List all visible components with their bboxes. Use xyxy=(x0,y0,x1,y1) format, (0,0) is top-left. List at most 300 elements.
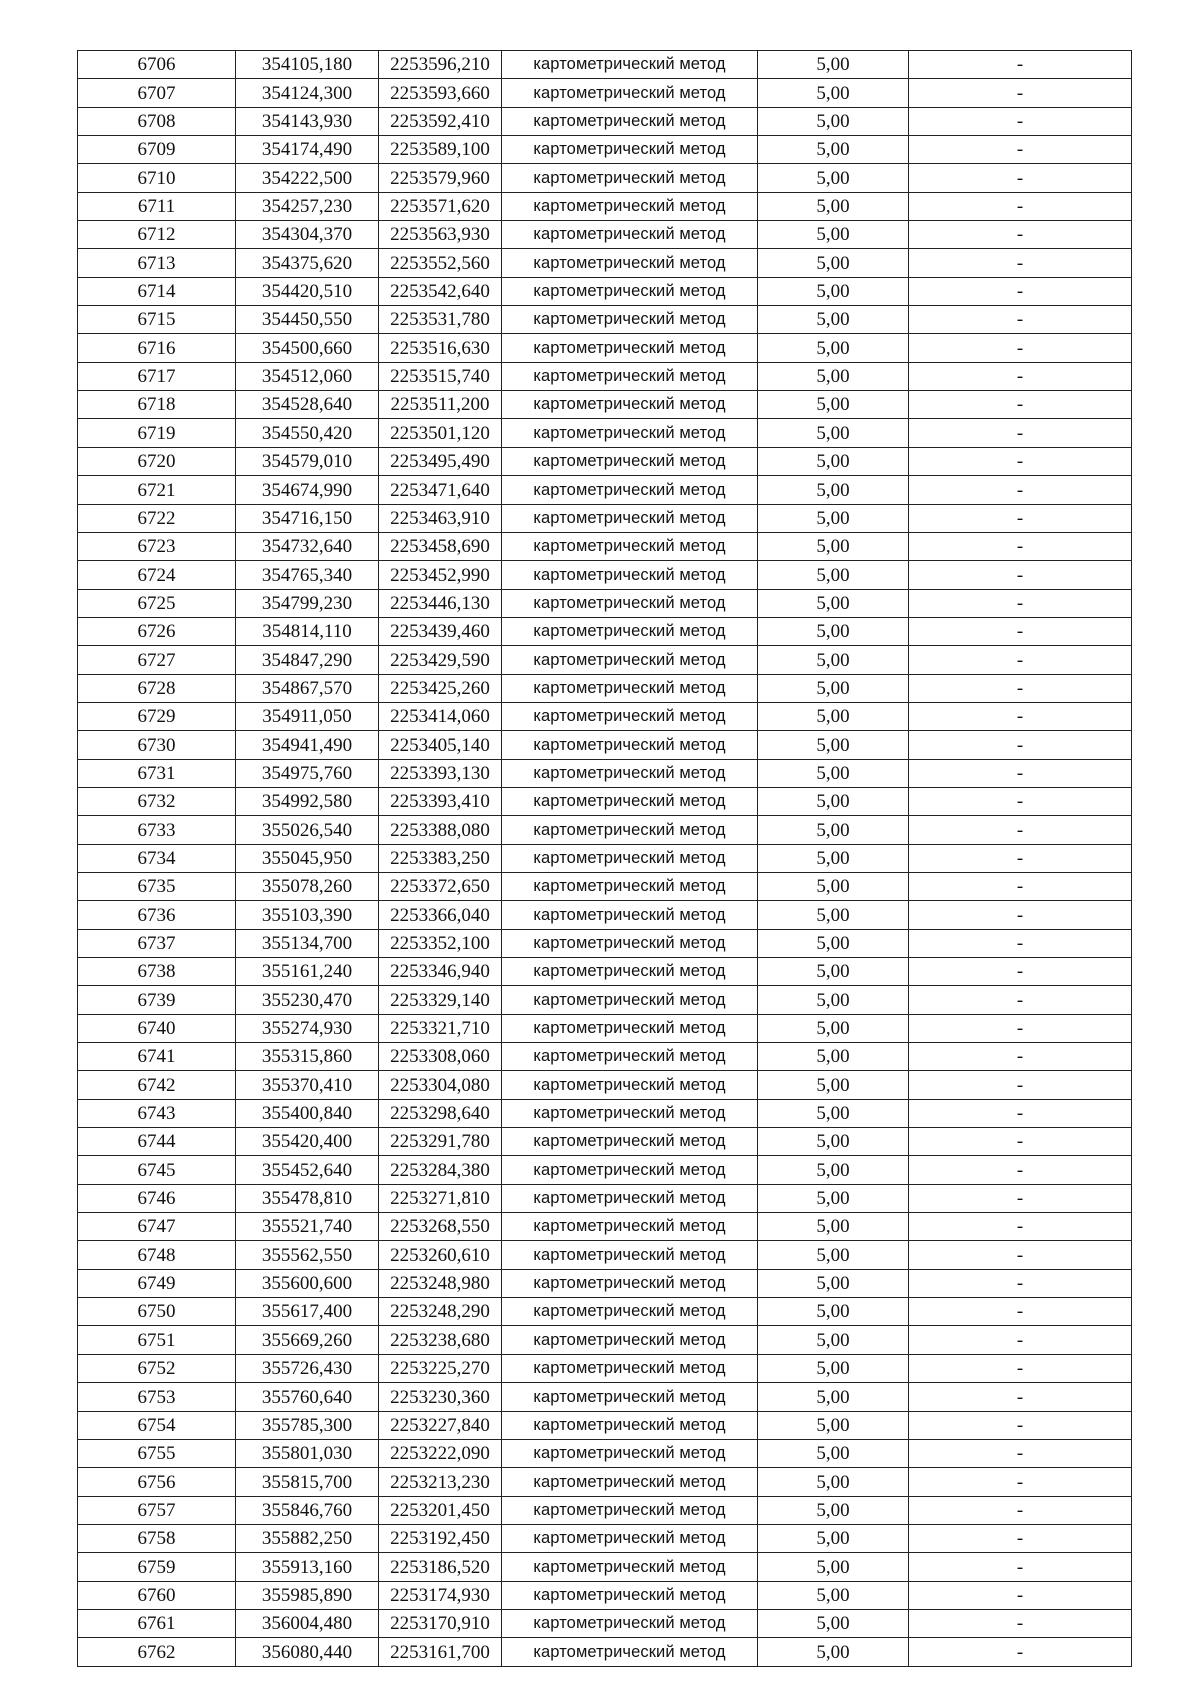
x-coordinate-cell: 354450,550 xyxy=(236,306,379,334)
table-row xyxy=(78,702,1132,730)
accuracy-cell: 5,00 xyxy=(758,504,909,532)
y-coordinate-cell: 2253388,080 xyxy=(379,816,502,844)
method-cell: картометрический метод xyxy=(502,1609,758,1637)
accuracy-cell: 5,00 xyxy=(758,1014,909,1042)
table-row xyxy=(78,277,1132,305)
table-row xyxy=(78,1411,1132,1439)
x-coordinate-cell: 354550,420 xyxy=(236,419,379,447)
table-row xyxy=(78,164,1132,192)
accuracy-cell: 5,00 xyxy=(758,1439,909,1467)
y-coordinate-cell: 2253352,100 xyxy=(379,929,502,957)
method-cell: картометрический метод xyxy=(502,929,758,957)
table-row xyxy=(78,249,1132,277)
accuracy-cell: 5,00 xyxy=(758,958,909,986)
coordinates-table xyxy=(77,50,1132,1667)
method-cell: картометрический метод xyxy=(502,702,758,730)
point-number-cell: 6747 xyxy=(78,1213,236,1241)
y-coordinate-cell: 2253495,490 xyxy=(379,447,502,475)
method-cell: картометрический метод xyxy=(502,1581,758,1609)
table-row xyxy=(78,1128,1132,1156)
table-row xyxy=(78,476,1132,504)
accuracy-cell: 5,00 xyxy=(758,306,909,334)
y-coordinate-cell: 2253458,690 xyxy=(379,532,502,560)
note-cell: - xyxy=(909,674,1132,702)
table-row xyxy=(78,334,1132,362)
accuracy-cell: 5,00 xyxy=(758,589,909,617)
x-coordinate-cell: 354911,050 xyxy=(236,702,379,730)
x-coordinate-cell: 354143,930 xyxy=(236,107,379,135)
note-cell: - xyxy=(909,1213,1132,1241)
table-row xyxy=(78,787,1132,815)
note-cell: - xyxy=(909,192,1132,220)
y-coordinate-cell: 2253227,840 xyxy=(379,1411,502,1439)
note-cell: - xyxy=(909,221,1132,249)
y-coordinate-cell: 2253463,910 xyxy=(379,504,502,532)
y-coordinate-cell: 2253439,460 xyxy=(379,617,502,645)
method-cell: картометрический метод xyxy=(502,901,758,929)
y-coordinate-cell: 2253393,410 xyxy=(379,787,502,815)
method-cell: картометрический метод xyxy=(502,1269,758,1297)
note-cell: - xyxy=(909,617,1132,645)
table-row xyxy=(78,1014,1132,1042)
point-number-cell: 6762 xyxy=(78,1638,236,1666)
note-cell: - xyxy=(909,759,1132,787)
y-coordinate-cell: 2253329,140 xyxy=(379,986,502,1014)
x-coordinate-cell: 355274,930 xyxy=(236,1014,379,1042)
x-coordinate-cell: 355478,810 xyxy=(236,1184,379,1212)
note-cell: - xyxy=(909,1014,1132,1042)
accuracy-cell: 5,00 xyxy=(758,1184,909,1212)
y-coordinate-cell: 2253592,410 xyxy=(379,107,502,135)
note-cell: - xyxy=(909,561,1132,589)
accuracy-cell: 5,00 xyxy=(758,164,909,192)
y-coordinate-cell: 2253515,740 xyxy=(379,362,502,390)
note-cell: - xyxy=(909,872,1132,900)
note-cell: - xyxy=(909,391,1132,419)
note-cell: - xyxy=(909,646,1132,674)
y-coordinate-cell: 2253248,980 xyxy=(379,1269,502,1297)
method-cell: картометрический метод xyxy=(502,1411,758,1439)
note-cell: - xyxy=(909,1071,1132,1099)
method-cell: картометрический метод xyxy=(502,1496,758,1524)
note-cell: - xyxy=(909,1581,1132,1609)
note-cell: - xyxy=(909,1241,1132,1269)
y-coordinate-cell: 2253366,040 xyxy=(379,901,502,929)
point-number-cell: 6736 xyxy=(78,901,236,929)
method-cell: картометрический метод xyxy=(502,958,758,986)
table-row xyxy=(78,1553,1132,1581)
y-coordinate-cell: 2253563,930 xyxy=(379,221,502,249)
table-row xyxy=(78,617,1132,645)
x-coordinate-cell: 355726,430 xyxy=(236,1354,379,1382)
method-cell: картометрический метод xyxy=(502,1156,758,1184)
method-cell: картометрический метод xyxy=(502,1213,758,1241)
point-number-cell: 6743 xyxy=(78,1099,236,1127)
accuracy-cell: 5,00 xyxy=(758,986,909,1014)
table-row xyxy=(78,1383,1132,1411)
accuracy-cell: 5,00 xyxy=(758,362,909,390)
x-coordinate-cell: 354674,990 xyxy=(236,476,379,504)
point-number-cell: 6712 xyxy=(78,221,236,249)
y-coordinate-cell: 2253531,780 xyxy=(379,306,502,334)
table-row xyxy=(78,759,1132,787)
table-row xyxy=(78,1609,1132,1637)
note-cell: - xyxy=(909,731,1132,759)
accuracy-cell: 5,00 xyxy=(758,1269,909,1297)
table-row xyxy=(78,731,1132,759)
x-coordinate-cell: 354941,490 xyxy=(236,731,379,759)
table-row xyxy=(78,306,1132,334)
point-number-cell: 6754 xyxy=(78,1411,236,1439)
x-coordinate-cell: 354579,010 xyxy=(236,447,379,475)
accuracy-cell: 5,00 xyxy=(758,277,909,305)
note-cell: - xyxy=(909,1269,1132,1297)
point-number-cell: 6709 xyxy=(78,136,236,164)
x-coordinate-cell: 354847,290 xyxy=(236,646,379,674)
x-coordinate-cell: 354500,660 xyxy=(236,334,379,362)
point-number-cell: 6737 xyxy=(78,929,236,957)
method-cell: картометрический метод xyxy=(502,1298,758,1326)
note-cell: - xyxy=(909,1184,1132,1212)
y-coordinate-cell: 2253589,100 xyxy=(379,136,502,164)
x-coordinate-cell: 354799,230 xyxy=(236,589,379,617)
method-cell: картометрический метод xyxy=(502,759,758,787)
x-coordinate-cell: 354304,370 xyxy=(236,221,379,249)
x-coordinate-cell: 354222,500 xyxy=(236,164,379,192)
x-coordinate-cell: 355161,240 xyxy=(236,958,379,986)
method-cell: картометрический метод xyxy=(502,561,758,589)
y-coordinate-cell: 2253222,090 xyxy=(379,1439,502,1467)
table-row xyxy=(78,532,1132,560)
table-row xyxy=(78,1213,1132,1241)
table-row xyxy=(78,362,1132,390)
point-number-cell: 6758 xyxy=(78,1524,236,1552)
accuracy-cell: 5,00 xyxy=(758,79,909,107)
note-cell: - xyxy=(909,1326,1132,1354)
method-cell: картометрический метод xyxy=(502,447,758,475)
accuracy-cell: 5,00 xyxy=(758,731,909,759)
note-cell: - xyxy=(909,1099,1132,1127)
note-cell: - xyxy=(909,1638,1132,1666)
method-cell: картометрический метод xyxy=(502,1099,758,1127)
table-row xyxy=(78,589,1132,617)
method-cell: картометрический метод xyxy=(502,617,758,645)
x-coordinate-cell: 355617,400 xyxy=(236,1298,379,1326)
y-coordinate-cell: 2253225,270 xyxy=(379,1354,502,1382)
y-coordinate-cell: 2253271,810 xyxy=(379,1184,502,1212)
x-coordinate-cell: 354732,640 xyxy=(236,532,379,560)
method-cell: картометрический метод xyxy=(502,1354,758,1382)
y-coordinate-cell: 2253291,780 xyxy=(379,1128,502,1156)
note-cell: - xyxy=(909,164,1132,192)
method-cell: картометрический метод xyxy=(502,787,758,815)
x-coordinate-cell: 354257,230 xyxy=(236,192,379,220)
x-coordinate-cell: 355815,700 xyxy=(236,1468,379,1496)
point-number-cell: 6735 xyxy=(78,872,236,900)
accuracy-cell: 5,00 xyxy=(758,391,909,419)
x-coordinate-cell: 354512,060 xyxy=(236,362,379,390)
y-coordinate-cell: 2253161,700 xyxy=(379,1638,502,1666)
accuracy-cell: 5,00 xyxy=(758,816,909,844)
y-coordinate-cell: 2253593,660 xyxy=(379,79,502,107)
x-coordinate-cell: 354975,760 xyxy=(236,759,379,787)
note-cell: - xyxy=(909,51,1132,79)
note-cell: - xyxy=(909,419,1132,447)
accuracy-cell: 5,00 xyxy=(758,419,909,447)
y-coordinate-cell: 2253405,140 xyxy=(379,731,502,759)
method-cell: картометрический метод xyxy=(502,51,758,79)
table-row xyxy=(78,901,1132,929)
x-coordinate-cell: 355600,600 xyxy=(236,1269,379,1297)
method-cell: картометрический метод xyxy=(502,589,758,617)
table-row xyxy=(78,958,1132,986)
y-coordinate-cell: 2253425,260 xyxy=(379,674,502,702)
note-cell: - xyxy=(909,79,1132,107)
point-number-cell: 6727 xyxy=(78,646,236,674)
point-number-cell: 6710 xyxy=(78,164,236,192)
accuracy-cell: 5,00 xyxy=(758,872,909,900)
y-coordinate-cell: 2253238,680 xyxy=(379,1326,502,1354)
note-cell: - xyxy=(909,447,1132,475)
note-cell: - xyxy=(909,1383,1132,1411)
note-cell: - xyxy=(909,1128,1132,1156)
x-coordinate-cell: 356080,440 xyxy=(236,1638,379,1666)
method-cell: картометрический метод xyxy=(502,391,758,419)
point-number-cell: 6755 xyxy=(78,1439,236,1467)
point-number-cell: 6725 xyxy=(78,589,236,617)
note-cell: - xyxy=(909,1553,1132,1581)
method-cell: картометрический метод xyxy=(502,1468,758,1496)
point-number-cell: 6739 xyxy=(78,986,236,1014)
method-cell: картометрический метод xyxy=(502,192,758,220)
x-coordinate-cell: 354174,490 xyxy=(236,136,379,164)
note-cell: - xyxy=(909,1468,1132,1496)
accuracy-cell: 5,00 xyxy=(758,1326,909,1354)
point-number-cell: 6751 xyxy=(78,1326,236,1354)
method-cell: картометрический метод xyxy=(502,731,758,759)
method-cell: картометрический метод xyxy=(502,362,758,390)
note-cell: - xyxy=(909,1439,1132,1467)
accuracy-cell: 5,00 xyxy=(758,1354,909,1382)
method-cell: картометрический метод xyxy=(502,986,758,1014)
accuracy-cell: 5,00 xyxy=(758,1298,909,1326)
x-coordinate-cell: 355315,860 xyxy=(236,1043,379,1071)
point-number-cell: 6734 xyxy=(78,844,236,872)
note-cell: - xyxy=(909,1524,1132,1552)
accuracy-cell: 5,00 xyxy=(758,1411,909,1439)
point-number-cell: 6744 xyxy=(78,1128,236,1156)
table-row xyxy=(78,561,1132,589)
table-row xyxy=(78,1241,1132,1269)
table-row xyxy=(78,79,1132,107)
point-number-cell: 6706 xyxy=(78,51,236,79)
table-row xyxy=(78,51,1132,79)
table-row xyxy=(78,1099,1132,1127)
x-coordinate-cell: 355913,160 xyxy=(236,1553,379,1581)
note-cell: - xyxy=(909,1411,1132,1439)
table-row xyxy=(78,221,1132,249)
x-coordinate-cell: 355026,540 xyxy=(236,816,379,844)
y-coordinate-cell: 2253452,990 xyxy=(379,561,502,589)
y-coordinate-cell: 2253260,610 xyxy=(379,1241,502,1269)
table-row xyxy=(78,816,1132,844)
accuracy-cell: 5,00 xyxy=(758,702,909,730)
table-row xyxy=(78,674,1132,702)
accuracy-cell: 5,00 xyxy=(758,249,909,277)
accuracy-cell: 5,00 xyxy=(758,136,909,164)
point-number-cell: 6721 xyxy=(78,476,236,504)
accuracy-cell: 5,00 xyxy=(758,1241,909,1269)
point-number-cell: 6760 xyxy=(78,1581,236,1609)
point-number-cell: 6745 xyxy=(78,1156,236,1184)
point-number-cell: 6752 xyxy=(78,1354,236,1382)
accuracy-cell: 5,00 xyxy=(758,1383,909,1411)
note-cell: - xyxy=(909,901,1132,929)
y-coordinate-cell: 2253268,550 xyxy=(379,1213,502,1241)
table-row xyxy=(78,419,1132,447)
x-coordinate-cell: 355760,640 xyxy=(236,1383,379,1411)
method-cell: картометрический метод xyxy=(502,1638,758,1666)
y-coordinate-cell: 2253213,230 xyxy=(379,1468,502,1496)
accuracy-cell: 5,00 xyxy=(758,1043,909,1071)
note-cell: - xyxy=(909,1298,1132,1326)
accuracy-cell: 5,00 xyxy=(758,532,909,560)
method-cell: картометрический метод xyxy=(502,674,758,702)
point-number-cell: 6749 xyxy=(78,1269,236,1297)
y-coordinate-cell: 2253170,910 xyxy=(379,1609,502,1637)
note-cell: - xyxy=(909,532,1132,560)
y-coordinate-cell: 2253304,080 xyxy=(379,1071,502,1099)
point-number-cell: 6730 xyxy=(78,731,236,759)
y-coordinate-cell: 2253579,960 xyxy=(379,164,502,192)
y-coordinate-cell: 2253346,940 xyxy=(379,958,502,986)
accuracy-cell: 5,00 xyxy=(758,617,909,645)
table-row xyxy=(78,872,1132,900)
method-cell: картометрический метод xyxy=(502,1071,758,1099)
table-row xyxy=(78,1496,1132,1524)
x-coordinate-cell: 354765,340 xyxy=(236,561,379,589)
method-cell: картометрический метод xyxy=(502,844,758,872)
table-row xyxy=(78,504,1132,532)
y-coordinate-cell: 2253308,060 xyxy=(379,1043,502,1071)
note-cell: - xyxy=(909,1354,1132,1382)
table-row xyxy=(78,1524,1132,1552)
x-coordinate-cell: 355045,950 xyxy=(236,844,379,872)
method-cell: картометрический метод xyxy=(502,1326,758,1354)
point-number-cell: 6722 xyxy=(78,504,236,532)
point-number-cell: 6714 xyxy=(78,277,236,305)
point-number-cell: 6759 xyxy=(78,1553,236,1581)
method-cell: картометрический метод xyxy=(502,107,758,135)
accuracy-cell: 5,00 xyxy=(758,646,909,674)
accuracy-cell: 5,00 xyxy=(758,759,909,787)
y-coordinate-cell: 2253372,650 xyxy=(379,872,502,900)
accuracy-cell: 5,00 xyxy=(758,476,909,504)
point-number-cell: 6742 xyxy=(78,1071,236,1099)
note-cell: - xyxy=(909,702,1132,730)
y-coordinate-cell: 2253174,930 xyxy=(379,1581,502,1609)
note-cell: - xyxy=(909,816,1132,844)
method-cell: картометрический метод xyxy=(502,136,758,164)
point-number-cell: 6707 xyxy=(78,79,236,107)
x-coordinate-cell: 355103,390 xyxy=(236,901,379,929)
point-number-cell: 6723 xyxy=(78,532,236,560)
method-cell: картометрический метод xyxy=(502,646,758,674)
table-row xyxy=(78,447,1132,475)
table-row xyxy=(78,929,1132,957)
method-cell: картометрический метод xyxy=(502,1553,758,1581)
y-coordinate-cell: 2253414,060 xyxy=(379,702,502,730)
method-cell: картометрический метод xyxy=(502,277,758,305)
accuracy-cell: 5,00 xyxy=(758,787,909,815)
y-coordinate-cell: 2253192,450 xyxy=(379,1524,502,1552)
y-coordinate-cell: 2253383,250 xyxy=(379,844,502,872)
method-cell: картометрический метод xyxy=(502,476,758,504)
y-coordinate-cell: 2253516,630 xyxy=(379,334,502,362)
point-number-cell: 6757 xyxy=(78,1496,236,1524)
x-coordinate-cell: 354124,300 xyxy=(236,79,379,107)
point-number-cell: 6716 xyxy=(78,334,236,362)
x-coordinate-cell: 355669,260 xyxy=(236,1326,379,1354)
table-row xyxy=(78,1156,1132,1184)
note-cell: - xyxy=(909,589,1132,617)
y-coordinate-cell: 2253429,590 xyxy=(379,646,502,674)
accuracy-cell: 5,00 xyxy=(758,1156,909,1184)
table-row xyxy=(78,986,1132,1014)
accuracy-cell: 5,00 xyxy=(758,1524,909,1552)
note-cell: - xyxy=(909,986,1132,1014)
table-row xyxy=(78,646,1132,674)
y-coordinate-cell: 2253571,620 xyxy=(379,192,502,220)
accuracy-cell: 5,00 xyxy=(758,1213,909,1241)
y-coordinate-cell: 2253321,710 xyxy=(379,1014,502,1042)
accuracy-cell: 5,00 xyxy=(758,192,909,220)
table-row xyxy=(78,391,1132,419)
method-cell: картометрический метод xyxy=(502,1014,758,1042)
point-number-cell: 6756 xyxy=(78,1468,236,1496)
x-coordinate-cell: 354528,640 xyxy=(236,391,379,419)
accuracy-cell: 5,00 xyxy=(758,1638,909,1666)
y-coordinate-cell: 2253596,210 xyxy=(379,51,502,79)
point-number-cell: 6748 xyxy=(78,1241,236,1269)
note-cell: - xyxy=(909,107,1132,135)
table-row xyxy=(78,1043,1132,1071)
note-cell: - xyxy=(909,1043,1132,1071)
x-coordinate-cell: 355400,840 xyxy=(236,1099,379,1127)
table-row xyxy=(78,1071,1132,1099)
table-row xyxy=(78,107,1132,135)
point-number-cell: 6720 xyxy=(78,447,236,475)
table-row xyxy=(78,1298,1132,1326)
x-coordinate-cell: 355134,700 xyxy=(236,929,379,957)
table-row xyxy=(78,1638,1132,1666)
x-coordinate-cell: 354375,620 xyxy=(236,249,379,277)
point-number-cell: 6708 xyxy=(78,107,236,135)
note-cell: - xyxy=(909,136,1132,164)
table-row xyxy=(78,1326,1132,1354)
accuracy-cell: 5,00 xyxy=(758,51,909,79)
method-cell: картометрический метод xyxy=(502,1439,758,1467)
x-coordinate-cell: 355785,300 xyxy=(236,1411,379,1439)
point-number-cell: 6733 xyxy=(78,816,236,844)
accuracy-cell: 5,00 xyxy=(758,1128,909,1156)
method-cell: картометрический метод xyxy=(502,1184,758,1212)
note-cell: - xyxy=(909,958,1132,986)
method-cell: картометрический метод xyxy=(502,164,758,192)
method-cell: картометрический метод xyxy=(502,1524,758,1552)
table-row xyxy=(78,1269,1132,1297)
note-cell: - xyxy=(909,249,1132,277)
